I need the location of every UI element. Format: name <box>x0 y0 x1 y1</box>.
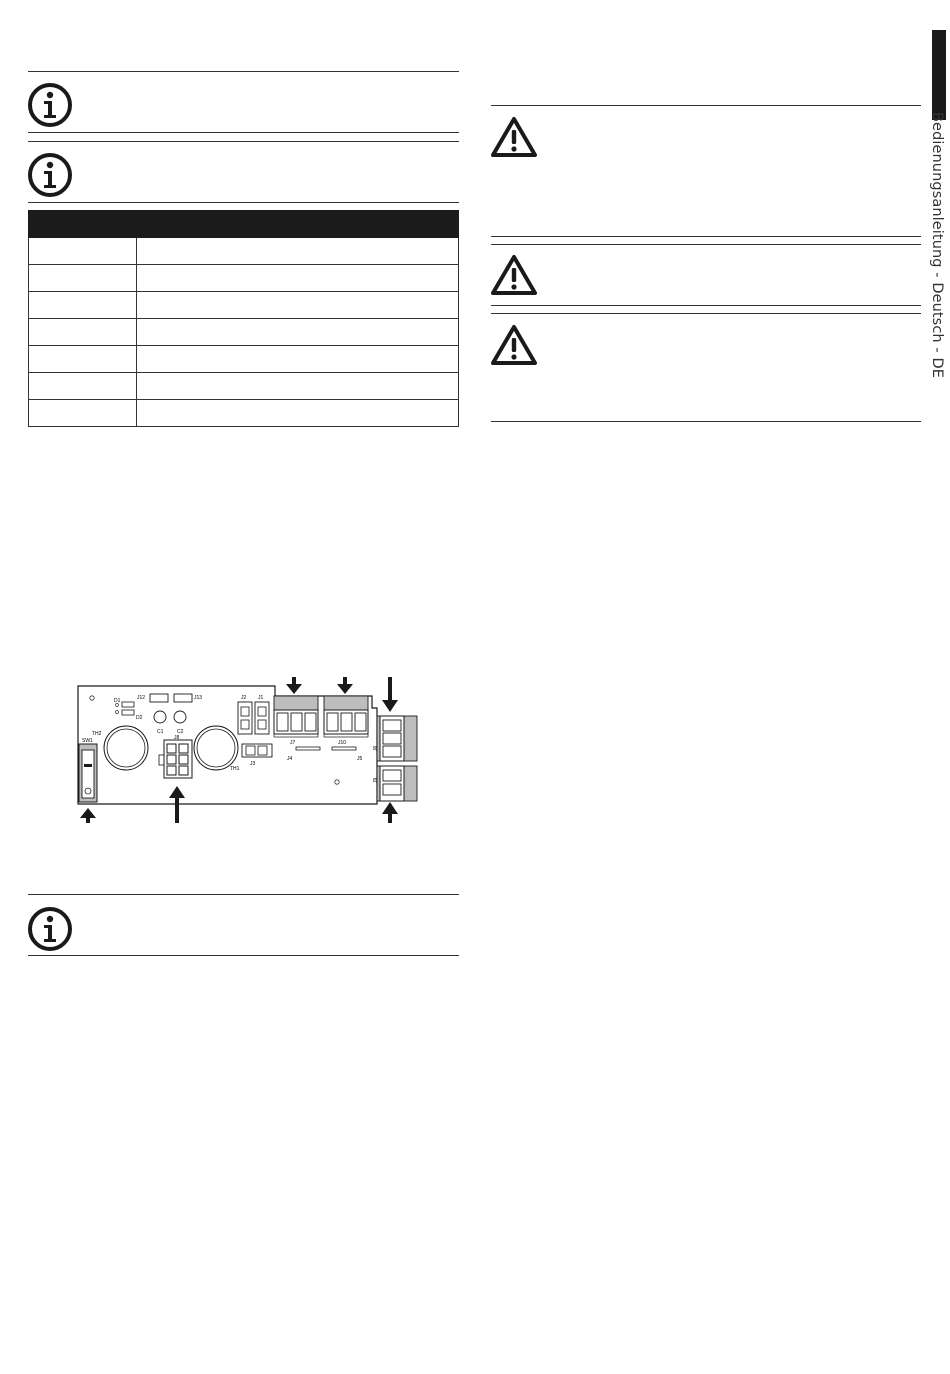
divider <box>491 244 921 245</box>
arrow-down-icon <box>286 677 302 694</box>
pcb-label-c1: C1 <box>157 729 164 735</box>
warning-triangle-icon <box>490 116 538 158</box>
circuit-board-diagram <box>70 672 430 828</box>
pcb-label-j10: J10 <box>338 740 347 746</box>
pcb-label-th2: TH2 <box>92 731 102 737</box>
arrow-up-icon <box>80 808 96 823</box>
pcb-label-j13: J13 <box>194 695 203 701</box>
table-cell <box>137 346 459 373</box>
connector-table <box>28 210 459 427</box>
divider <box>28 132 459 133</box>
table-row <box>29 238 459 265</box>
pcb-label-j5: J5 <box>357 756 363 762</box>
pcb-label-j7: J7 <box>290 740 296 746</box>
pcb-label-j9: J9 <box>373 777 379 783</box>
table-row <box>29 319 459 346</box>
table-row <box>29 346 459 373</box>
pcb-label-j4: J4 <box>287 756 293 762</box>
pcb-label-j8: J8 <box>174 735 180 741</box>
pcb-label-j3: J3 <box>250 761 256 767</box>
divider <box>491 305 921 306</box>
table-cell <box>29 373 137 400</box>
table-cell <box>137 238 459 265</box>
info-icon <box>27 82 73 128</box>
pcb-label-j2: J2 <box>241 695 247 701</box>
divider <box>491 105 921 106</box>
arrow-down-icon <box>382 677 398 712</box>
pcb-label-sw1: SW1 <box>82 738 93 744</box>
pcb-label-d1: D1 <box>114 698 121 704</box>
pcb-label-j6: J6 <box>373 745 379 751</box>
divider <box>491 421 921 422</box>
table-cell <box>29 319 137 346</box>
divider <box>28 202 459 203</box>
table-header-cell <box>29 211 137 238</box>
table-row <box>29 400 459 427</box>
divider <box>28 141 459 142</box>
pcb-label-c2: C2 <box>177 729 184 735</box>
table-cell <box>29 265 137 292</box>
info-icon <box>27 906 73 952</box>
pcb-label-th1: TH1 <box>230 766 240 772</box>
divider <box>28 894 459 895</box>
table-cell <box>137 292 459 319</box>
table-row <box>29 265 459 292</box>
arrow-down-icon <box>337 677 353 694</box>
divider <box>28 955 459 956</box>
table-cell <box>29 400 137 427</box>
pcb-label-j12: J12 <box>137 695 146 701</box>
divider <box>491 236 921 237</box>
table-row <box>29 292 459 319</box>
divider <box>491 313 921 314</box>
table-cell <box>137 400 459 427</box>
language-tab-marker <box>932 30 946 120</box>
table-header-cell <box>137 211 459 238</box>
table-cell <box>137 319 459 346</box>
table-cell <box>137 373 459 400</box>
info-icon <box>27 152 73 198</box>
table-cell <box>29 238 137 265</box>
warning-triangle-icon <box>490 254 538 296</box>
language-tab-label: Bedienungsanleitung - Deutsch - DE <box>929 112 945 378</box>
table-cell <box>29 292 137 319</box>
warning-triangle-icon <box>490 324 538 366</box>
table-row <box>29 373 459 400</box>
divider <box>28 71 459 72</box>
arrow-up-icon <box>382 802 398 823</box>
pcb-label-d2: D2 <box>136 715 143 721</box>
table-cell <box>137 265 459 292</box>
pcb-label-j1: J1 <box>258 695 264 701</box>
table-header-row <box>29 211 459 238</box>
table-cell <box>29 346 137 373</box>
